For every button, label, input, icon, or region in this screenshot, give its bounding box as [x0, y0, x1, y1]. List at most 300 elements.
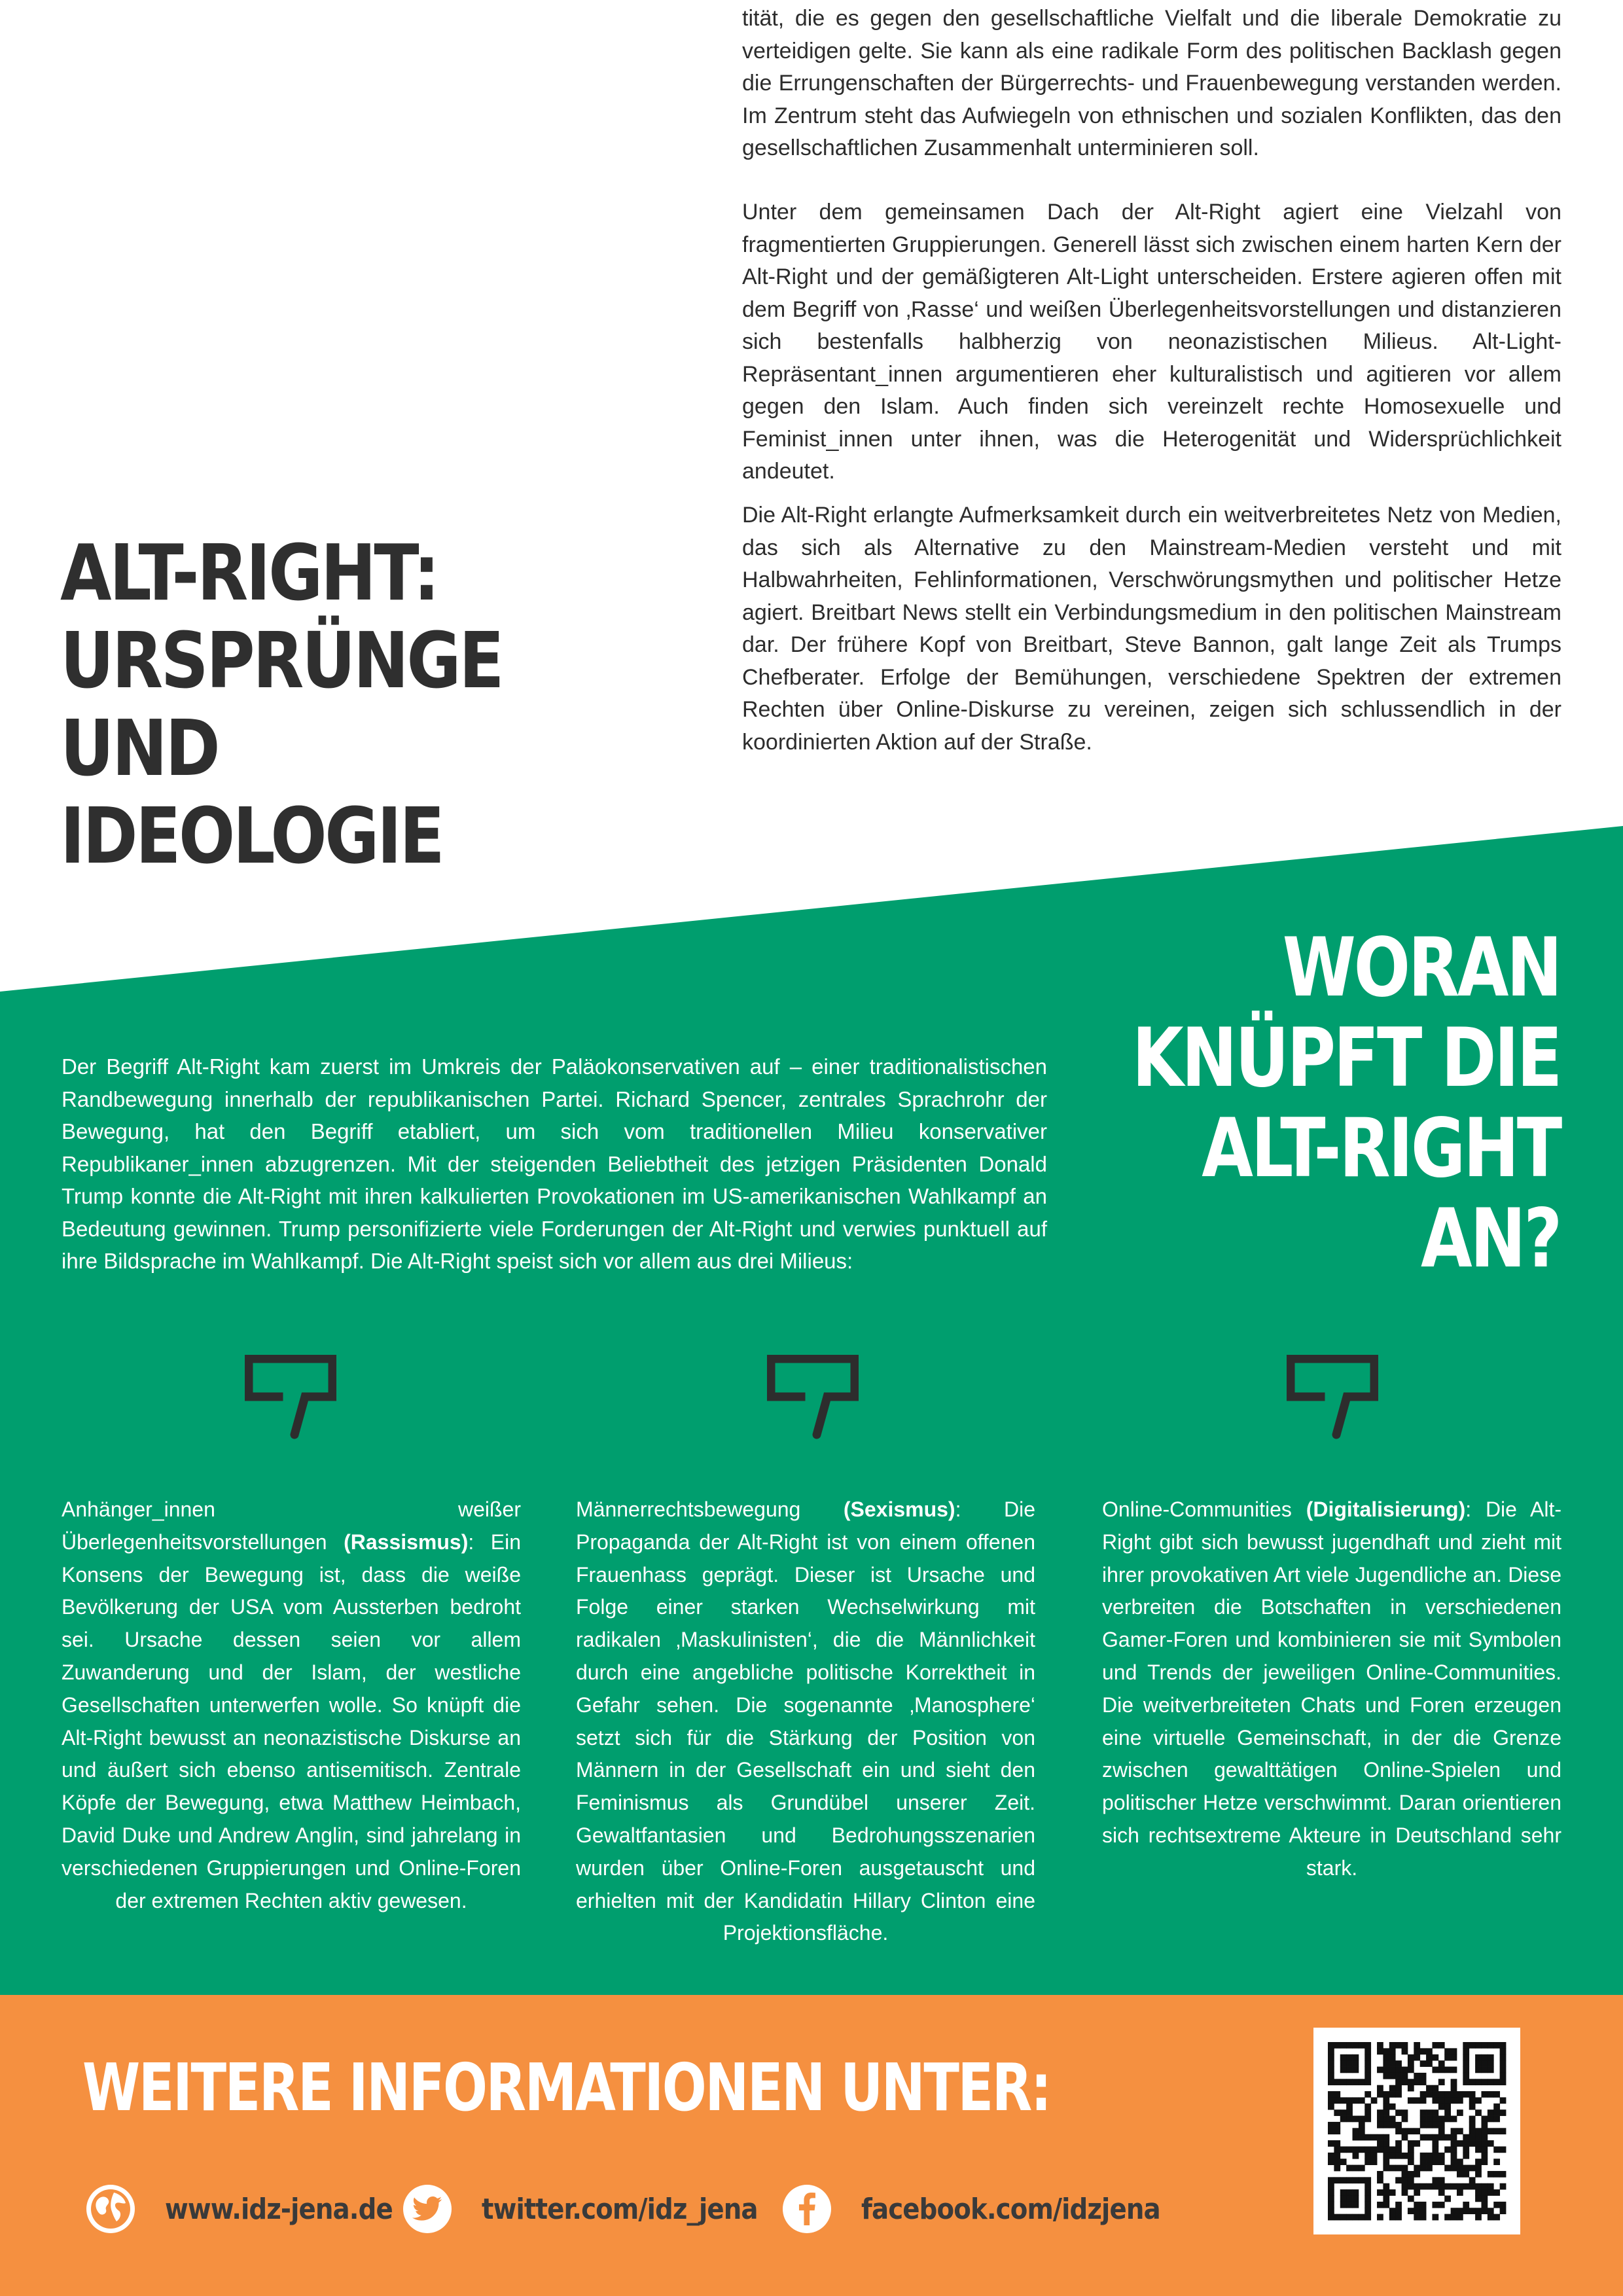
qr-module: [1395, 2214, 1402, 2221]
qr-module: [1463, 2153, 1469, 2159]
qr-module: [1353, 2116, 1359, 2123]
qr-module: [1402, 2048, 1408, 2054]
qr-module: [1364, 2048, 1371, 2054]
qr-module: [1334, 2128, 1340, 2134]
qr-module: [1451, 2048, 1457, 2054]
qr-module: [1346, 2079, 1353, 2085]
qr-module: [1451, 2183, 1457, 2190]
qr-module: [1334, 2122, 1340, 2128]
body-paragraph-2: Unter dem gemeinsamen Dach der Alt-Right agiert eine Vielzahl von fragmentierten Gruppierungen. Generell lässt sich zwischen einem harten Kern der Alt-Right und der gemäßigteren Alt-Light unterscheiden. Erstere agieren offen mit dem Begriff von ‚Rasse‘ und weißen Überlegenheitsvorstellungen und distanzieren sich bestenfalls halbherzig von neonazistischen Milieus. Alt-Light-Repräsentant_innen argumentieren eher kulturalistisch und agitieren vor allem gegen den Islam. Auch finden sich vereinzelt rechte Homosexuelle und Feminist_innen unter ihnen, was die Heterogenität und Widersprüchlichkeit andeutet.: [742, 200, 1561, 484]
qr-module: [1444, 2195, 1451, 2202]
qr-module: [1463, 2091, 1469, 2098]
qr-module: [1475, 2128, 1482, 2134]
qr-module: [1395, 2208, 1402, 2214]
qr-module: [1488, 2128, 1494, 2134]
qr-module: [1488, 2079, 1494, 2085]
qr-module: [1364, 2189, 1371, 2196]
qr-module: [1346, 2042, 1353, 2049]
qr-module: [1402, 2153, 1408, 2159]
qr-module: [1395, 2202, 1402, 2208]
qr-module: [1395, 2109, 1402, 2116]
qr-module: [1364, 2134, 1371, 2141]
qr-module: [1426, 2054, 1433, 2061]
qr-module: [1346, 2097, 1353, 2104]
qr-module: [1481, 2116, 1488, 2123]
qr-module: [1408, 2085, 1414, 2092]
qr-module: [1432, 2177, 1438, 2183]
qr-module: [1451, 2140, 1457, 2147]
qr-module: [1359, 2134, 1365, 2141]
qr-module: [1408, 2067, 1414, 2073]
qr-module: [1328, 2097, 1334, 2104]
twitter-link[interactable]: [403, 2185, 795, 2233]
qr-module: [1432, 2146, 1438, 2153]
qr-module: [1414, 2171, 1420, 2178]
qr-module: [1389, 2054, 1396, 2061]
qr-module: [1377, 2048, 1383, 2054]
qr-module: [1408, 2177, 1414, 2183]
qr-module: [1340, 2109, 1347, 2116]
qr-module: [1353, 2214, 1359, 2221]
qr-module: [1420, 2159, 1427, 2165]
question-title-line-4: AN?: [1421, 1192, 1560, 1286]
qr-module: [1481, 2054, 1488, 2061]
qr-module: [1475, 2189, 1482, 2196]
qr-module: [1481, 2128, 1488, 2134]
qr-module: [1402, 2177, 1408, 2183]
qr-module: [1438, 2079, 1445, 2085]
qr-module: [1426, 2060, 1433, 2067]
qr-module: [1469, 2128, 1476, 2134]
qr-module: [1353, 2153, 1359, 2159]
qr-module: [1328, 2202, 1334, 2208]
qr-module: [1469, 2104, 1476, 2110]
qr-module: [1340, 2202, 1347, 2208]
qr-module: [1346, 2054, 1353, 2061]
section-title-line-1: ALT-RIGHT:: [60, 528, 438, 618]
qr-module: [1500, 2067, 1507, 2073]
qr-module: [1346, 2146, 1353, 2153]
qr-module: [1383, 2159, 1389, 2165]
qr-module: [1408, 2097, 1414, 2104]
qr-module: [1488, 2067, 1494, 2073]
qr-module: [1383, 2165, 1389, 2172]
qr-module: [1328, 2079, 1334, 2085]
qr-module: [1426, 2085, 1433, 2092]
qr-module: [1408, 2128, 1414, 2134]
qr-module: [1371, 2134, 1378, 2141]
qr-module: [1383, 2109, 1389, 2116]
qr-module: [1463, 2060, 1469, 2067]
section-title-line-2: URSPRÜNGE: [60, 615, 503, 706]
qr-module: [1438, 2134, 1445, 2141]
qr-module: [1426, 2165, 1433, 2172]
qr-module: [1389, 2104, 1396, 2110]
qr-module: [1353, 2165, 1359, 2172]
website-link-label: www.idz-jena.de: [165, 2192, 393, 2226]
qr-module: [1395, 2091, 1402, 2098]
column-keyword: (Rassismus): [344, 1530, 469, 1554]
qr-module: [1493, 2146, 1500, 2153]
qr-module: [1438, 2128, 1445, 2134]
qr-module: [1493, 2116, 1500, 2123]
qr-module: [1389, 2122, 1396, 2128]
qr-module: [1383, 2067, 1389, 2073]
qr-module: [1340, 2214, 1347, 2221]
qr-module: [1340, 2159, 1347, 2165]
qr-module: [1451, 2153, 1457, 2159]
qr-module: [1500, 2073, 1507, 2079]
qr-module: [1364, 2060, 1371, 2067]
qr-module: [1420, 2109, 1427, 2116]
qr-module: [1457, 2214, 1463, 2221]
qr-module: [1340, 2054, 1347, 2061]
qr-module: [1389, 2146, 1396, 2153]
qr-module: [1481, 2079, 1488, 2085]
qr-module: [1389, 2116, 1396, 2123]
qr-module: [1488, 2189, 1494, 2196]
website-link[interactable]: [86, 2185, 423, 2233]
qr-module: [1500, 2171, 1507, 2178]
qr-module: [1500, 2146, 1507, 2153]
milieu-column-racism: [62, 1494, 521, 1917]
qr-module: [1334, 2159, 1340, 2165]
qr-module: [1408, 2054, 1414, 2061]
qr-module: [1353, 2042, 1359, 2049]
qr-module: [1346, 2195, 1353, 2202]
qr-module: [1377, 2109, 1383, 2116]
qr-module: [1420, 2097, 1427, 2104]
qr-code-icon[interactable]: [1313, 2028, 1520, 2234]
qr-module: [1364, 2116, 1371, 2123]
qr-module: [1444, 2116, 1451, 2123]
qr-module: [1364, 2208, 1371, 2214]
qr-module: [1488, 2140, 1494, 2147]
qr-module: [1438, 2067, 1445, 2073]
qr-module: [1340, 2042, 1347, 2049]
qr-module: [1457, 2165, 1463, 2172]
qr-module: [1402, 2171, 1408, 2178]
qr-module: [1414, 2183, 1420, 2190]
qr-module: [1408, 2183, 1414, 2190]
qr-module: [1359, 2042, 1365, 2049]
qr-module: [1389, 2048, 1396, 2054]
question-title: [1077, 923, 1560, 1284]
qr-module: [1481, 2159, 1488, 2165]
question-title-line-2: KNÜPFT DIE: [1132, 1011, 1560, 1105]
qr-module: [1389, 2189, 1396, 2196]
qr-module: [1408, 2208, 1414, 2214]
qr-module: [1463, 2171, 1469, 2178]
facebook-link-label: facebook.com/idzjena: [861, 2192, 1160, 2226]
qr-module: [1371, 2153, 1378, 2159]
qr-module: [1420, 2208, 1427, 2214]
qr-module: [1481, 2067, 1488, 2073]
qr-module: [1334, 2042, 1340, 2049]
qr-module: [1383, 2104, 1389, 2110]
qr-module: [1457, 2140, 1463, 2147]
globe-icon: [86, 2185, 135, 2233]
qr-module: [1353, 2146, 1359, 2153]
qr-module: [1457, 2183, 1463, 2190]
qr-module: [1420, 2214, 1427, 2221]
qr-module: [1432, 2116, 1438, 2123]
facebook-icon: [783, 2185, 831, 2233]
qr-module: [1481, 2195, 1488, 2202]
qr-module: [1389, 2153, 1396, 2159]
qr-module: [1364, 2183, 1371, 2190]
qr-module: [1493, 2171, 1500, 2178]
qr-module: [1463, 2042, 1469, 2049]
qr-module: [1389, 2067, 1396, 2073]
body-paragraph-3: Die Alt-Right erlangte Aufmerksamkeit durch ein weitverbreitetes Netz von Medien, das sich als Alternative zu den Mainstream-Medien versteht und mit Halbwahrheiten, Fehlinformationen, Verschwörungsmythen und politischer Hetze agiert. Breitbart News stellt ein Verbindungsmedium in den politischen Mainstream dar. Der frühere Kopf von Breitbart, Steve Bannon, galt lange Zeit als Trumps Chefberater. Erfolge der Bemühungen, verschiedene Spektren der extremen Rechten über Online-Diskurse zu vereinen, zeigen sich schlussendlich in der koordinierten Aktion auf der Straße.: [742, 503, 1561, 755]
qr-module: [1364, 2067, 1371, 2073]
qr-module: [1402, 2134, 1408, 2141]
qr-module: [1432, 2183, 1438, 2190]
qr-module: [1402, 2067, 1408, 2073]
qr-module: [1432, 2140, 1438, 2147]
qr-module: [1359, 2165, 1365, 2172]
speech-bubble-icon: [1287, 1355, 1378, 1440]
qr-module: [1457, 2091, 1463, 2098]
qr-module: [1463, 2140, 1469, 2147]
qr-module: [1451, 2128, 1457, 2134]
qr-module: [1408, 2171, 1414, 2178]
qr-module: [1432, 2109, 1438, 2116]
qr-module: [1469, 2165, 1476, 2172]
qr-module: [1383, 2116, 1389, 2123]
qr-module: [1444, 2067, 1451, 2073]
speech-bubble-icon: [767, 1355, 859, 1440]
qr-module: [1334, 2097, 1340, 2104]
qr-module: [1364, 2195, 1371, 2202]
qr-module: [1475, 2208, 1482, 2214]
qr-module: [1402, 2079, 1408, 2085]
qr-module: [1426, 2159, 1433, 2165]
qr-module: [1463, 2067, 1469, 2073]
qr-module: [1334, 2177, 1340, 2183]
facebook-link[interactable]: [783, 2185, 1201, 2233]
qr-module: [1389, 2085, 1396, 2092]
qr-module: [1353, 2128, 1359, 2134]
qr-module: [1481, 2134, 1488, 2141]
column-text: Anhänger_innen weißer Überlegenheitsvorstellungen: [62, 1498, 521, 1554]
qr-module: [1481, 2202, 1488, 2208]
qr-module: [1395, 2122, 1402, 2128]
qr-module: [1432, 2202, 1438, 2208]
qr-module: [1451, 2116, 1457, 2123]
qr-module: [1383, 2122, 1389, 2128]
qr-module: [1408, 2060, 1414, 2067]
qr-module: [1463, 2208, 1469, 2214]
qr-module: [1377, 2085, 1383, 2092]
qr-module: [1463, 2165, 1469, 2172]
qr-module: [1364, 2054, 1371, 2061]
qr-module: [1383, 2183, 1389, 2190]
qr-module: [1493, 2104, 1500, 2110]
qr-module: [1432, 2159, 1438, 2165]
qr-module: [1438, 2153, 1445, 2159]
qr-module: [1414, 2054, 1420, 2061]
qr-module: [1402, 2042, 1408, 2049]
qr-module: [1340, 2195, 1347, 2202]
qr-module: [1475, 2042, 1482, 2049]
qr-module: [1426, 2183, 1433, 2190]
qr-module: [1359, 2177, 1365, 2183]
qr-module: [1328, 2140, 1334, 2147]
qr-module: [1328, 2042, 1334, 2049]
qr-module: [1444, 2097, 1451, 2104]
qr-module: [1488, 2054, 1494, 2061]
qr-module: [1500, 2128, 1507, 2134]
qr-module: [1383, 2134, 1389, 2141]
qr-module: [1340, 2189, 1347, 2196]
qr-module: [1364, 2109, 1371, 2116]
qr-module: [1481, 2208, 1488, 2214]
qr-module: [1377, 2116, 1383, 2123]
qr-module: [1395, 2128, 1402, 2134]
qr-module: [1469, 2079, 1476, 2085]
qr-module: [1438, 2097, 1445, 2104]
qr-module: [1488, 2214, 1494, 2221]
qr-module: [1444, 2146, 1451, 2153]
qr-code-graphic: [1313, 2028, 1520, 2234]
qr-module: [1488, 2171, 1494, 2178]
qr-module: [1377, 2134, 1383, 2141]
qr-module: [1469, 2183, 1476, 2190]
qr-module: [1340, 2177, 1347, 2183]
qr-module: [1414, 2214, 1420, 2221]
qr-module: [1463, 2079, 1469, 2085]
qr-module: [1383, 2054, 1389, 2061]
qr-module: [1463, 2054, 1469, 2061]
qr-module: [1408, 2153, 1414, 2159]
qr-module: [1328, 2195, 1334, 2202]
qr-module: [1475, 2067, 1482, 2073]
qr-module: [1402, 2183, 1408, 2190]
qr-module: [1346, 2060, 1353, 2067]
qr-module: [1346, 2116, 1353, 2123]
qr-module: [1383, 2153, 1389, 2159]
qr-module: [1364, 2073, 1371, 2079]
qr-module: [1463, 2202, 1469, 2208]
qr-module: [1395, 2153, 1402, 2159]
qr-module: [1353, 2060, 1359, 2067]
qr-module: [1438, 2177, 1445, 2183]
qr-module: [1359, 2097, 1365, 2104]
qr-module: [1481, 2189, 1488, 2196]
qr-module: [1469, 2122, 1476, 2128]
qr-module: [1481, 2042, 1488, 2049]
qr-module: [1395, 2165, 1402, 2172]
qr-module: [1500, 2097, 1507, 2104]
qr-module: [1457, 2128, 1463, 2134]
qr-module: [1438, 2202, 1445, 2208]
qr-module: [1408, 2195, 1414, 2202]
qr-module: [1493, 2091, 1500, 2098]
qr-module: [1469, 2042, 1476, 2049]
body-paragraph-1: tität, die es gegen den gesellschaftliche Vielfalt und die liberale Demokratie zu verteidigen gelte. Sie kann als eine radikale Form des politischen Backlash gegen die Errungenschaften der Bürgerrechts- und Frauenbewegung verstanden werden. Im Zentrum steht das Aufwiegeln von ethnischen und sozialen Konflikten, das den gesellschaftlichen Zusammenhalt unterminieren soll.: [742, 6, 1561, 160]
qr-module: [1395, 2079, 1402, 2085]
qr-module: [1414, 2042, 1420, 2049]
qr-module: [1346, 2189, 1353, 2196]
qr-module: [1426, 2091, 1433, 2098]
qr-module: [1438, 2189, 1445, 2196]
qr-module: [1488, 2116, 1494, 2123]
qr-module: [1346, 2109, 1353, 2116]
qr-module: [1377, 2140, 1383, 2147]
qr-module: [1328, 2067, 1334, 2073]
qr-module: [1481, 2091, 1488, 2098]
qr-module: [1414, 2097, 1420, 2104]
qr-module: [1451, 2067, 1457, 2073]
qr-module: [1444, 2104, 1451, 2110]
qr-module: [1334, 2165, 1340, 2172]
qr-module: [1377, 2202, 1383, 2208]
column-text: : Ein Konsens der Bewegung ist, dass die weiße Bevölkerung der USA vom Aussterben bedroht sei. Ursache dessen seien vor allem Zuwanderung und der Islam, der westliche Gesellschaften unterwerfen wolle. So knüpft die Alt-Right bewusst an neonazistische Diskurse an und äußert sich ebenso antisemitisch. Zentrale Köpfe der Bewegung, etwa Matthew Heimbach, David Duke und Andrew Anglin, sind jahrelang in verschiedenen Gruppierungen und Online-Foren der extremen Rechten aktiv gewesen.: [62, 1530, 521, 1912]
qr-module: [1377, 2146, 1383, 2153]
qr-module: [1353, 2195, 1359, 2202]
qr-module: [1395, 2073, 1402, 2079]
qr-module: [1340, 2079, 1347, 2085]
qr-module: [1395, 2177, 1402, 2183]
qr-module: [1420, 2134, 1427, 2141]
qr-module: [1420, 2060, 1427, 2067]
qr-module: [1383, 2048, 1389, 2054]
qr-module: [1493, 2109, 1500, 2116]
qr-module: [1328, 2214, 1334, 2221]
qr-module: [1463, 2048, 1469, 2054]
qr-module: [1340, 2067, 1347, 2073]
qr-module: [1493, 2128, 1500, 2134]
qr-module: [1475, 2159, 1482, 2165]
qr-module: [1426, 2153, 1433, 2159]
qr-module: [1377, 2214, 1383, 2221]
qr-module: [1395, 2060, 1402, 2067]
qr-module: [1383, 2073, 1389, 2079]
qr-module: [1493, 2079, 1500, 2085]
qr-module: [1414, 2079, 1420, 2085]
qr-module: [1328, 2054, 1334, 2061]
qr-module: [1463, 2146, 1469, 2153]
qr-module: [1328, 2091, 1334, 2098]
qr-module: [1457, 2097, 1463, 2104]
qr-module: [1377, 2189, 1383, 2196]
qr-module: [1383, 2060, 1389, 2067]
qr-module: [1500, 2048, 1507, 2054]
qr-module: [1408, 2140, 1414, 2147]
qr-module: [1395, 2146, 1402, 2153]
qr-module: [1402, 2165, 1408, 2172]
qr-module: [1432, 2153, 1438, 2159]
qr-module: [1481, 2146, 1488, 2153]
qr-module: [1420, 2165, 1427, 2172]
qr-module: [1377, 2177, 1383, 2183]
qr-module: [1475, 2109, 1482, 2116]
qr-module: [1389, 2214, 1396, 2221]
qr-module: [1377, 2122, 1383, 2128]
qr-module: [1500, 2183, 1507, 2190]
qr-module: [1364, 2214, 1371, 2221]
qr-module: [1389, 2042, 1396, 2049]
qr-module: [1438, 2122, 1445, 2128]
column-text: : Die Alt-Right gibt sich bewusst jugendhaft und zieht mit ihrer provokativen Art viele Jugendliche an. Diese verbreiten die Botschaften in verschiedenen Gamer-Foren und kombinieren sie mit Symbolen und Trends der jeweiligen Online-Communities. Die weitverbreiteten Chats und Foren erzeugen eine virtuelle Gemeinschaft, in der die Grenze zwischen gewalttätigen Online-Spielen und politischer Hetze verschwimmt. Daran orientieren sich rechtsextreme Akteure in Deutschland sehr stark.: [1102, 1498, 1562, 1880]
qr-module: [1328, 2153, 1334, 2159]
qr-module: [1328, 2122, 1334, 2128]
qr-module: [1457, 2171, 1463, 2178]
qr-module: [1353, 2177, 1359, 2183]
qr-module: [1414, 2073, 1420, 2079]
